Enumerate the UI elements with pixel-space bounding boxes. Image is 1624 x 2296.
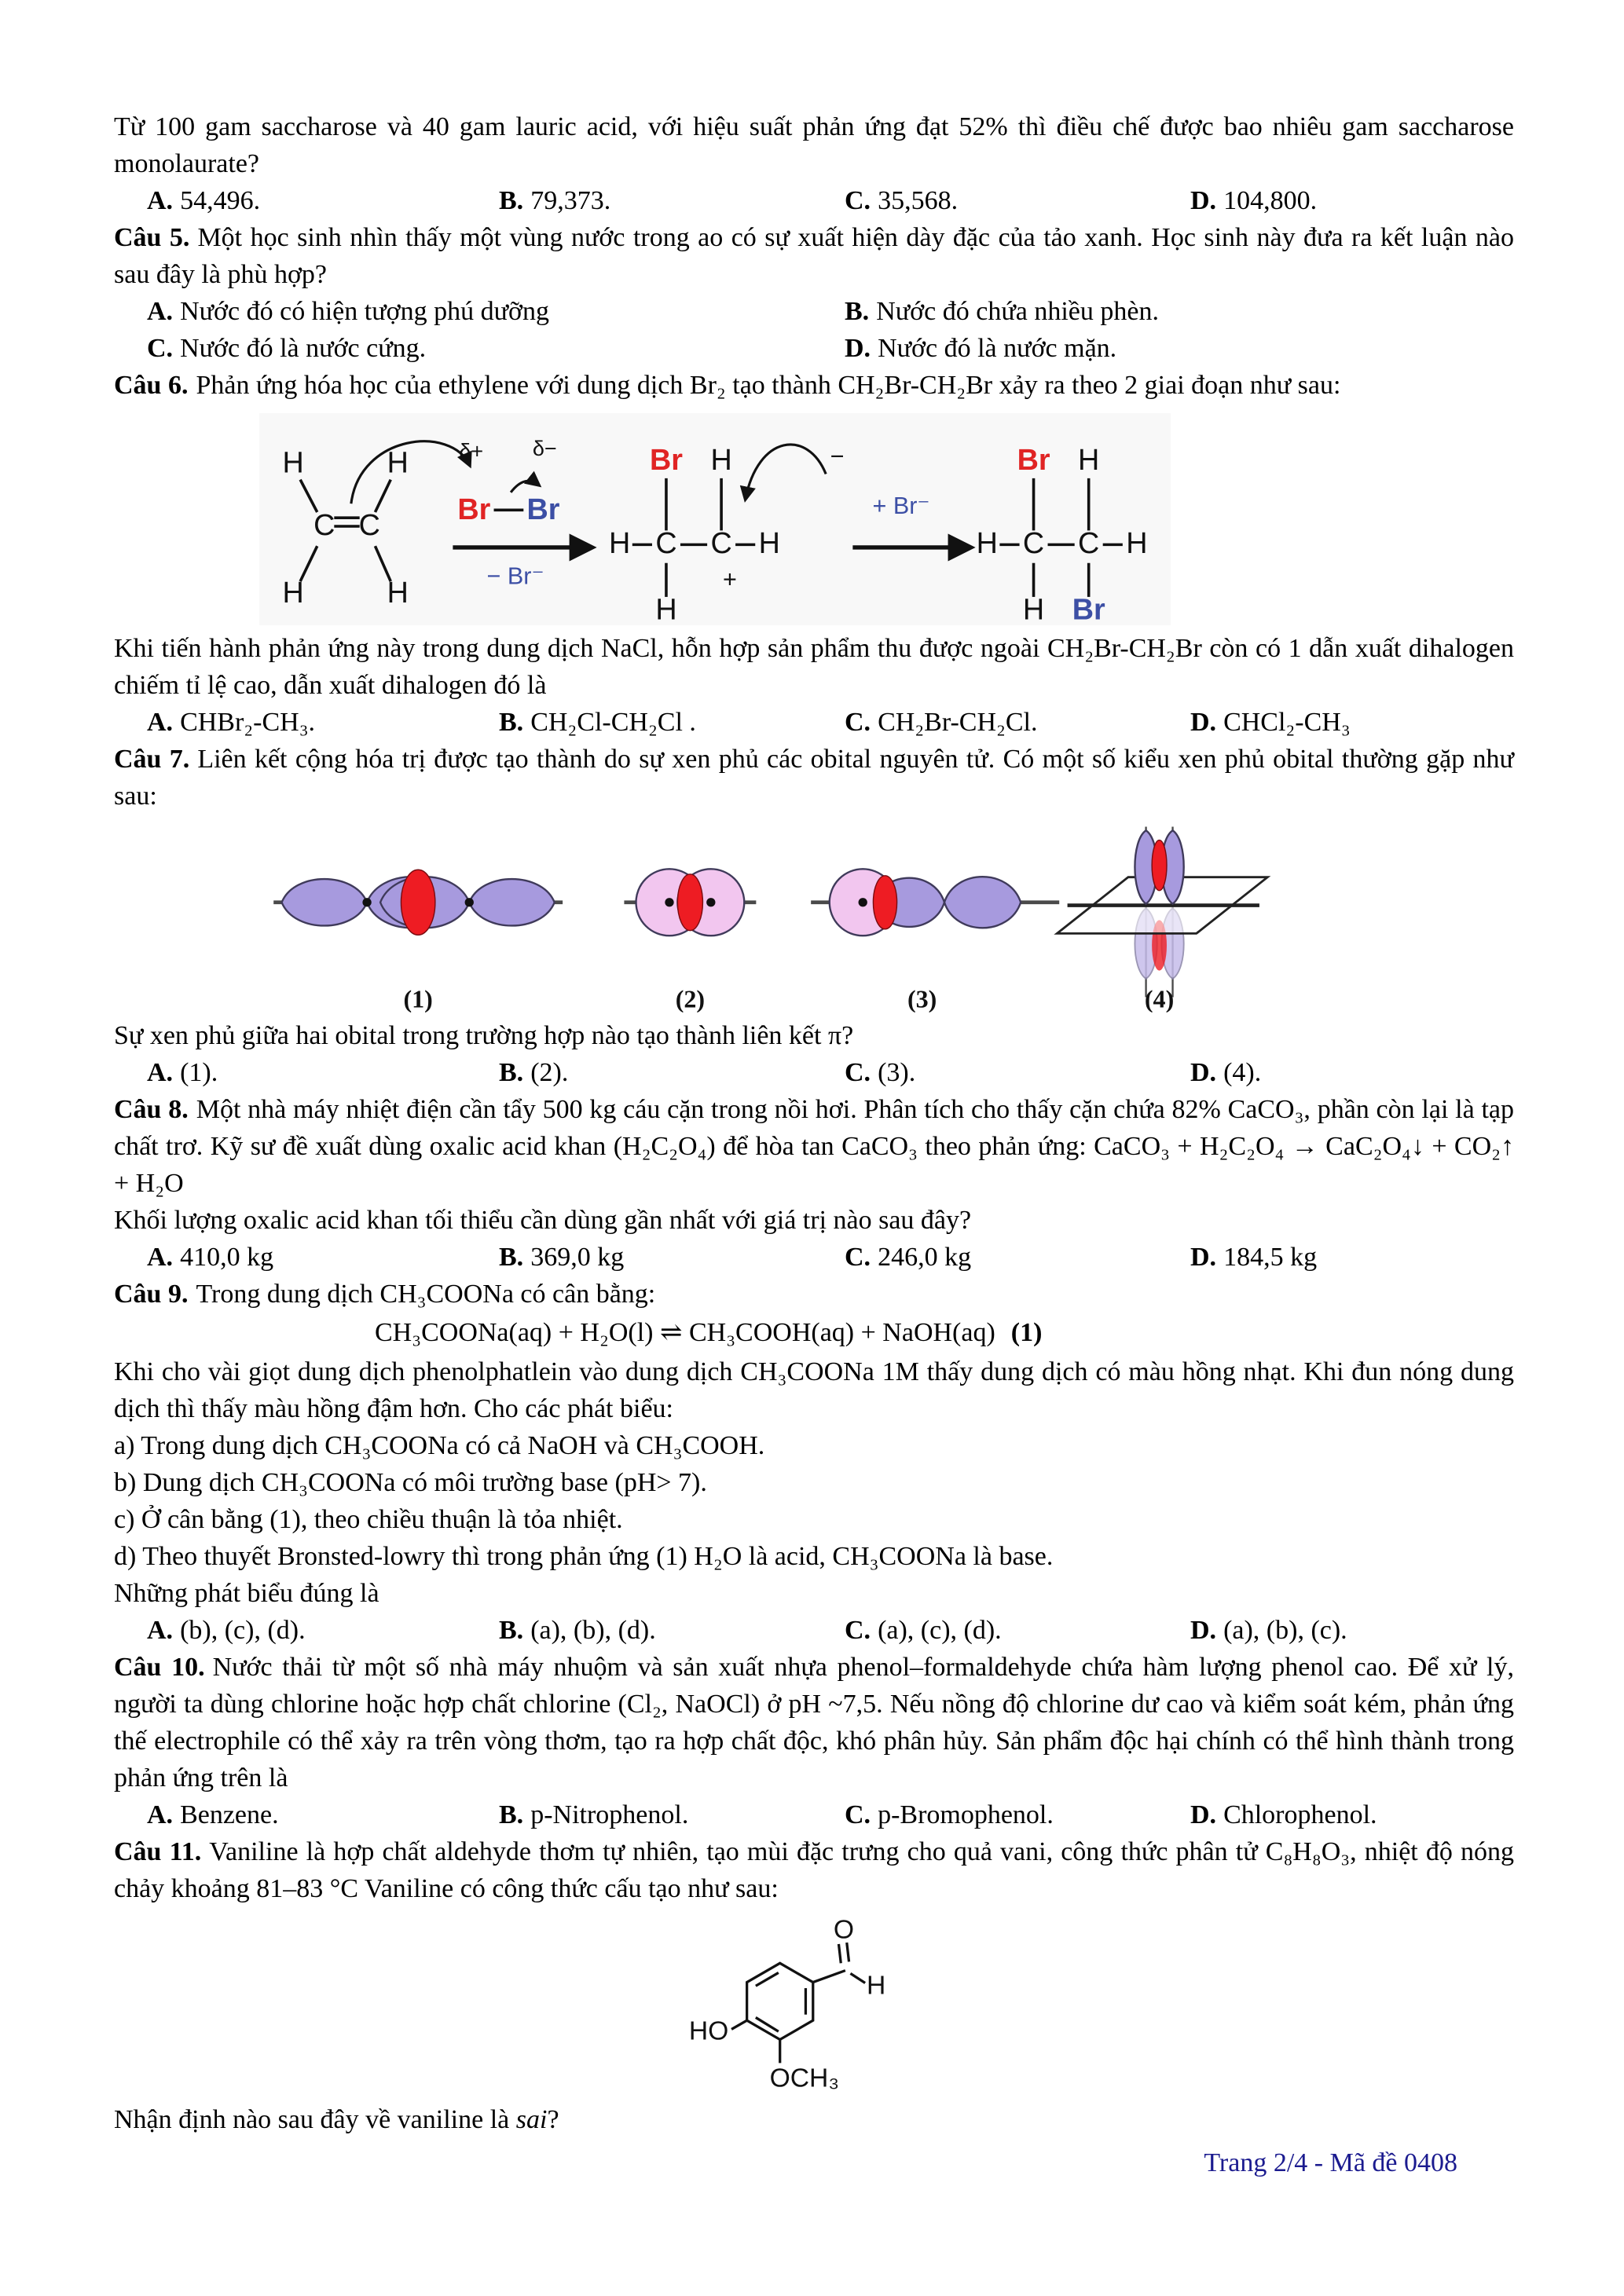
option-text: Nước đó có hiện tượng phú dưỡng bbox=[180, 297, 550, 326]
orbital-figure-4 bbox=[1057, 827, 1267, 1013]
statement-a: a) Trong dung dịch CH₃COONa có cả NaOH và CH₃COOH. bbox=[114, 1431, 765, 1460]
question-6-after: Khi tiến hành phản ứng này trong dung dịch NaCl, hỗn hợp sản phẩm thu được ngoài CH₂Br-CH₂Br còn có 1 dẫn xuất dihalogen chiếm tỉ lệ cao, dẫn xuất dihalogen đó là bbox=[114, 634, 1514, 700]
option-b bbox=[499, 1612, 845, 1649]
option-letter: D. bbox=[1190, 186, 1217, 215]
question-label: Câu 5. bbox=[114, 223, 190, 252]
question-6-body bbox=[114, 367, 1514, 404]
question-11-body bbox=[114, 1833, 1514, 1907]
question-text: Một nhà máy nhiệt điện cần tẩy 500 kg cáu cặn trong nồi hơi. Phân tích cho thấy cặn chứa 82% CaCO₃, phần còn lại là tạp chất trơ. Kỹ sư đề xuất dùng oxalic acid khan (H₂C₂O₄) để hòa tan CaCO₃ theo phản ứng: CaCO₃ + H₂C₂O₄ → CaC₂O₄↓ + CO₂↑ + H₂O bbox=[114, 1095, 1514, 1198]
overlap-region bbox=[873, 876, 896, 929]
option-letter: B. bbox=[499, 1243, 524, 1272]
option-letter: D. bbox=[1190, 1616, 1217, 1645]
nucleus-dot bbox=[665, 898, 673, 906]
question-9-paragraph: Khi cho vài giọt dung dịch phenolphatlein vào dung dịch CH₃COONa 1M thấy dung dịch có màu hồng nhạt. Khi đun nóng dung dịch thì thấy màu hồng đậm hơn. Cho các phát biểu: bbox=[114, 1357, 1514, 1423]
atom-br-red: Br bbox=[649, 444, 683, 478]
carbonyl-double-bond bbox=[847, 1943, 849, 1961]
atom-h: H bbox=[1126, 527, 1148, 561]
hydroxyl-label: HO bbox=[688, 2016, 729, 2046]
option-letter: B. bbox=[499, 1616, 524, 1645]
question-label: Câu 6. bbox=[114, 371, 189, 400]
question-9-options bbox=[114, 1612, 1514, 1649]
question-text: Nước thải từ một số nhà máy nhuộm và sản xuất nhựa phenol–formaldehyde chứa hàm lượng phenol cao. Để xử lý, người ta dùng chlorine hoặc hợp chất chlorine (Cl₂, NaOCl) ở pH ~7,5. Nếu nồng độ chlorine dư cao và kiểm soát kém, phản ứng thế electrophile có thể xảy ra trên vòng thơm, tạo ra hợp chất độc, khó phân hủy. Sản phẩm độc hại chính có thể hình thành trong phản ứng trên là bbox=[114, 1653, 1514, 1792]
equation-number: (1) bbox=[1010, 1318, 1043, 1347]
option-b bbox=[499, 704, 845, 741]
atom-c: C bbox=[1022, 527, 1045, 561]
option-letter: C. bbox=[845, 1243, 871, 1272]
option-d bbox=[1190, 1239, 1514, 1276]
bromination-mechanism-diagram bbox=[259, 413, 1171, 625]
statement-c: c) Ở cân bằng (1), theo chiều thuận là tỏa nhiệt. bbox=[114, 1505, 623, 1534]
carbonyl-double-bond bbox=[838, 1944, 841, 1963]
atom-c: C bbox=[655, 527, 677, 561]
question-text: Một học sinh nhìn thấy một vùng nước trong ao có sự xuất hiện dày đặc của tảo xanh. Học sinh này đưa ra kết luận nào sau đây là phù hợp? bbox=[114, 223, 1514, 289]
p-lobe bbox=[282, 879, 367, 925]
option-b bbox=[845, 293, 1514, 330]
p-lobe bbox=[944, 877, 1021, 928]
option-letter: C. bbox=[845, 708, 871, 737]
atom-br-red: Br bbox=[1017, 444, 1050, 478]
question-text: Trong dung dịch CH₃COONa có cân bằng: bbox=[196, 1280, 656, 1309]
overlap-region bbox=[401, 870, 434, 935]
option-d bbox=[1190, 1612, 1514, 1649]
option-text: (3). bbox=[878, 1058, 916, 1087]
question-10-body bbox=[114, 1649, 1514, 1796]
minus-charge: − bbox=[830, 442, 845, 470]
option-a bbox=[147, 1612, 499, 1649]
option-text: (a), (c), (d). bbox=[878, 1616, 1002, 1645]
atom-h: H bbox=[866, 1971, 886, 2001]
question-text: ? bbox=[547, 2105, 559, 2134]
option-letter: A. bbox=[147, 186, 174, 215]
figure-label-3: (3) bbox=[907, 984, 937, 1013]
option-d bbox=[1190, 1796, 1514, 1833]
option-letter: B. bbox=[499, 1800, 524, 1829]
option-d bbox=[1190, 182, 1514, 219]
atom-c: C bbox=[313, 508, 335, 542]
option-d bbox=[1190, 1054, 1514, 1091]
option-c bbox=[147, 330, 845, 367]
option-a bbox=[147, 1796, 499, 1833]
statement-b: b) Dung dịch CH₃COONa có môi trường base (pH> 7). bbox=[114, 1468, 707, 1497]
option-b bbox=[499, 182, 845, 219]
atom-br-red: Br bbox=[457, 493, 491, 526]
atom-c: C bbox=[1078, 527, 1100, 561]
option-text: CHBr₂-CH₃. bbox=[180, 708, 316, 737]
question-5-options bbox=[114, 293, 1514, 367]
nucleus-dot bbox=[859, 898, 867, 906]
figure-label-4: (4) bbox=[1144, 984, 1175, 1013]
methoxy-label: OCH₃ bbox=[769, 2063, 840, 2093]
question-text: Phản ứng hóa học của ethylene với dung dịch Br₂ tạo thành CH₂Br-CH₂Br xảy ra theo 2 giai đoạn như sau: bbox=[196, 371, 1341, 400]
option-text: 35,568. bbox=[878, 186, 959, 215]
option-text: (b), (c), (d). bbox=[180, 1616, 306, 1645]
nucleus-dot bbox=[362, 898, 371, 906]
delta-minus-label: δ− bbox=[532, 437, 557, 461]
option-c bbox=[845, 1612, 1190, 1649]
option-letter: B. bbox=[499, 1058, 524, 1087]
question-8-options bbox=[114, 1239, 1514, 1276]
option-text: Chlorophenol. bbox=[1223, 1800, 1377, 1829]
option-text: 246,0 kg bbox=[878, 1243, 972, 1272]
option-a bbox=[147, 293, 845, 330]
option-text: Nước đó chứa nhiều phèn. bbox=[876, 297, 1159, 326]
option-d bbox=[845, 330, 1514, 367]
option-a bbox=[147, 1239, 499, 1276]
question-label: Câu 7. bbox=[114, 745, 190, 774]
question-11-question bbox=[114, 2101, 1514, 2138]
option-letter: A. bbox=[147, 1243, 174, 1272]
option-letter: D. bbox=[845, 334, 871, 363]
orbital-figure-1 bbox=[273, 870, 563, 1013]
option-text: (2). bbox=[530, 1058, 569, 1087]
option-text: Nước đó là nước mặn. bbox=[878, 334, 1117, 363]
delta-plus-label: δ+ bbox=[459, 439, 484, 463]
option-letter: A. bbox=[147, 708, 174, 737]
option-letter: D. bbox=[1190, 1800, 1217, 1829]
option-c bbox=[845, 1239, 1190, 1276]
figure-label-2: (2) bbox=[675, 984, 706, 1013]
option-text: Nước đó là nước cứng. bbox=[180, 334, 427, 363]
atom-h: H bbox=[608, 527, 631, 561]
question-7-options bbox=[114, 1054, 1514, 1091]
option-letter: C. bbox=[845, 186, 871, 215]
figure-label-1: (1) bbox=[403, 984, 433, 1013]
atom-h: H bbox=[1022, 593, 1045, 625]
option-letter: C. bbox=[845, 1616, 871, 1645]
question-8-body bbox=[114, 1091, 1514, 1202]
option-text: (a), (b), (c). bbox=[1223, 1616, 1347, 1645]
cho-h-bond bbox=[850, 1973, 865, 1983]
question-italic-word: sai bbox=[515, 2105, 548, 2134]
question-10-options bbox=[114, 1796, 1514, 1833]
ring-double-bond bbox=[756, 2017, 779, 2031]
page-footer: Trang 2/4 - Mã đề 0408 bbox=[1204, 2148, 1457, 2177]
question-label: Câu 8. bbox=[114, 1095, 189, 1124]
ring-oh-bond bbox=[731, 2020, 747, 2029]
plus-bromide-label: + Br⁻ bbox=[872, 492, 930, 519]
option-text: (a), (b), (d). bbox=[530, 1616, 656, 1645]
atom-h: H bbox=[282, 446, 304, 480]
option-text: (4). bbox=[1223, 1058, 1262, 1087]
question-4-options bbox=[114, 182, 1514, 219]
option-text: CH₂Br-CH₂Cl. bbox=[878, 708, 1038, 737]
question-text: Vaniline là hợp chất aldehyde thơm tự nhiên, tạo mùi đặc trưng cho quả vani, công thức phân tử C₈H₈O₃, nhiệt độ nóng chảy khoảng 81–83 °C Vaniline có công thức cấu tạo như sau: bbox=[114, 1837, 1515, 1903]
benzene-ring bbox=[747, 1963, 813, 2039]
orbital-figure-3 bbox=[811, 869, 1059, 1013]
option-text: CHCl₂-CH₃ bbox=[1223, 708, 1351, 737]
option-letter: B. bbox=[845, 297, 870, 326]
question-7-question: Sự xen phủ giữa hai obital trong trường hợp nào tạo thành liên kết π? bbox=[114, 1021, 854, 1050]
option-b bbox=[499, 1239, 845, 1276]
option-a bbox=[147, 1054, 499, 1091]
option-text: 369,0 kg bbox=[530, 1243, 625, 1272]
question-8-question: Khối lượng oxalic acid khan tối thiểu cần dùng gần nhất với giá trị nào sau đây? bbox=[114, 1206, 972, 1235]
option-b bbox=[499, 1796, 845, 1833]
option-text: CH₂Cl-CH₂Cl . bbox=[530, 708, 696, 737]
option-b bbox=[499, 1054, 845, 1091]
option-letter: A. bbox=[147, 1800, 174, 1829]
option-c bbox=[845, 1054, 1190, 1091]
equilibrium-equation bbox=[114, 1313, 1514, 1353]
option-letter: A. bbox=[147, 1616, 174, 1645]
overlap-region bbox=[677, 874, 702, 931]
atom-c: C bbox=[358, 508, 380, 542]
mechanism-figure bbox=[259, 413, 1514, 625]
option-text: 184,5 kg bbox=[1223, 1243, 1318, 1272]
option-a bbox=[147, 182, 499, 219]
orbital-figure-2 bbox=[624, 869, 756, 1013]
orbital-overlap-figure bbox=[114, 821, 1514, 1017]
option-text: 79,373. bbox=[530, 186, 611, 215]
question-label: Câu 9. bbox=[114, 1280, 189, 1309]
plus-charge: + bbox=[722, 566, 737, 593]
option-letter: C. bbox=[147, 334, 174, 363]
option-c bbox=[845, 704, 1190, 741]
ring-cho-bond bbox=[813, 1971, 845, 1983]
atom-h: H bbox=[655, 593, 677, 625]
vanillin-structure-diagram bbox=[664, 1910, 1002, 2101]
option-c bbox=[845, 1796, 1190, 1833]
atom-c: C bbox=[710, 527, 732, 561]
option-letter: A. bbox=[147, 1058, 174, 1087]
option-letter: A. bbox=[147, 297, 174, 326]
question-text: Liên kết cộng hóa trị được tạo thành do sự xen phủ các obital nguyên tử. Có một số kiểu xen phủ obital thường gặp như sau: bbox=[114, 745, 1514, 811]
atom-h: H bbox=[387, 577, 409, 610]
option-letter: C. bbox=[845, 1800, 871, 1829]
option-text: 410,0 kg bbox=[180, 1243, 274, 1272]
statement-d: d) Theo thuyết Bronsted-lowry thì trong phản ứng (1) H₂O là acid, CH₃COONa là base. bbox=[114, 1542, 1054, 1571]
minus-bromide-label: − Br⁻ bbox=[486, 562, 544, 590]
option-a bbox=[147, 704, 499, 741]
question-label: Câu 11. bbox=[114, 1837, 202, 1866]
option-text: p-Bromophenol. bbox=[878, 1800, 1054, 1829]
option-letter: B. bbox=[499, 708, 524, 737]
atom-h: H bbox=[282, 577, 304, 610]
option-d bbox=[1190, 704, 1514, 741]
option-text: p-Nitrophenol. bbox=[530, 1800, 689, 1829]
orbital-overlap-diagram bbox=[114, 821, 1434, 1017]
option-letter: C. bbox=[845, 1058, 871, 1087]
equation-text: CH₃COONa(aq) + H₂O(l) ⇌ CH₃COOH(aq) + NaOH(aq) bbox=[375, 1318, 995, 1347]
option-text: Benzene. bbox=[180, 1800, 279, 1829]
atom-br-blue: Br bbox=[526, 493, 560, 526]
option-text: 104,800. bbox=[1223, 186, 1318, 215]
atom-o: O bbox=[833, 1915, 855, 1945]
atom-h: H bbox=[387, 446, 409, 480]
vanillin-structure-figure bbox=[664, 1910, 1514, 2101]
atom-br-blue: Br bbox=[1072, 593, 1105, 625]
option-c bbox=[845, 182, 1190, 219]
question-6-options bbox=[114, 704, 1514, 741]
nucleus-dot bbox=[706, 898, 715, 906]
question-9-question: Những phát biểu đúng là bbox=[114, 1579, 379, 1608]
option-text: 54,496. bbox=[180, 186, 261, 215]
question-7-body bbox=[114, 741, 1514, 815]
question-5-body bbox=[114, 219, 1514, 293]
atom-h: H bbox=[710, 444, 732, 478]
option-letter: D. bbox=[1190, 708, 1217, 737]
option-text: (1). bbox=[180, 1058, 218, 1087]
atom-h: H bbox=[1078, 444, 1100, 478]
atom-h: H bbox=[758, 527, 780, 561]
question-label: Câu 10. bbox=[114, 1653, 205, 1682]
nucleus-dot bbox=[465, 898, 474, 906]
overlap-region-above bbox=[1152, 840, 1167, 891]
option-letter: B. bbox=[499, 186, 524, 215]
question-9-body bbox=[114, 1276, 1514, 1313]
option-letter: D. bbox=[1190, 1243, 1217, 1272]
atom-h: H bbox=[976, 527, 998, 561]
option-letter: D. bbox=[1190, 1058, 1217, 1087]
question-text: Nhận định nào sau đây về vaniline là bbox=[114, 2105, 516, 2134]
p-lobe bbox=[469, 879, 554, 925]
question-4-body: Từ 100 gam saccharose và 40 gam lauric acid, với hiệu suất phản ứng đạt 52% thì điều chế được bao nhiêu gam saccharose monolaurate? bbox=[114, 112, 1514, 178]
